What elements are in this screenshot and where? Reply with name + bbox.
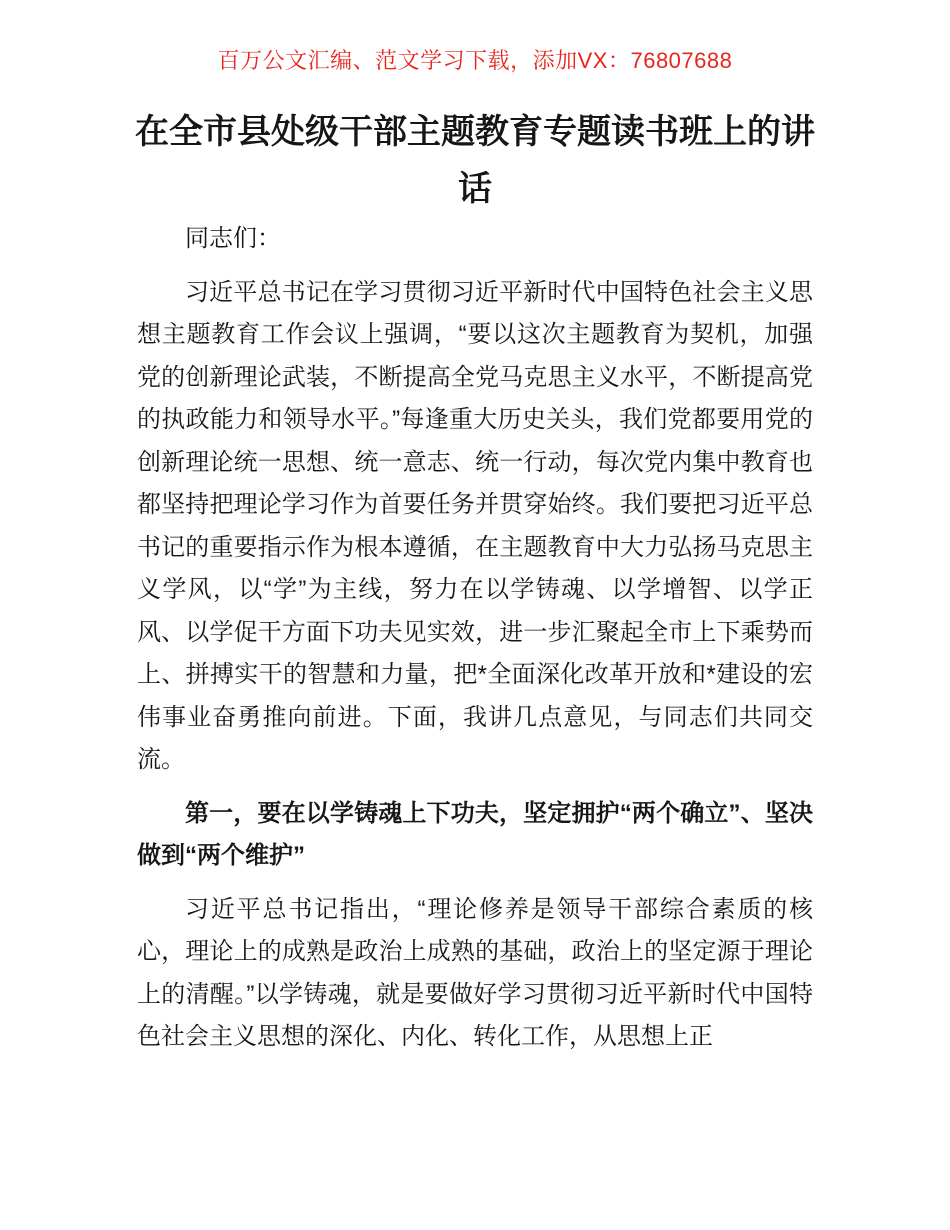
document-title: 在全市县处级干部主题教育专题读书班上的讲话 [135,113,815,208]
section-heading-paragraph: 第一，要在以学铸魂上下功夫，坚定拥护“两个确立”、坚决做到“两个维护” [137,799,813,869]
body-paragraph: 同志们： [185,225,281,252]
body-paragraph: 习近平总书记指出，“理论修养是领导干部综合素质的核心，理论上的成熟是政治上成熟的基础，政治上的坚定源于理论上的清醒。”以学铸魂，就是要做好学习贯彻习近平新时代中国特色社会主义思想的深化、内化、转化工作，从思想上正 [137,895,813,1050]
document-body [137,218,813,1059]
promo-header-text: 百万公文汇编、范文学习下载，添加VX：76807688 [217,48,733,73]
body-paragraph: 习近平总书记在学习贯彻习近平新时代中国特色社会主义思想主题教育工作会议上强调，“要以这次主题教育为契机，加强党的创新理论武装，不断提高全党马克思主义水平，不断提高党的执政能力和领导水平。”每逢重大历史关头，我们党都要用党的创新理论统一思想、统一意志、统一行动，每次党内集中教育也都坚持把理论学习作为首要任务并贯穿始终。我们要把习近平总书记的重要指示作为根本遵循，在主题教育中大力弘扬马克思主义学风，以“学”为主线，努力在以学铸魂、以学增智、以学正风、以学促干方面下功夫见实效，进一步汇聚起全市上下乘势而上、拼搏实干的智慧和力量，把*全面深化改革开放和*建设的宏伟事业奋勇推向前进。下面，我讲几点意见，与同志们共同交流。 [137,278,813,773]
